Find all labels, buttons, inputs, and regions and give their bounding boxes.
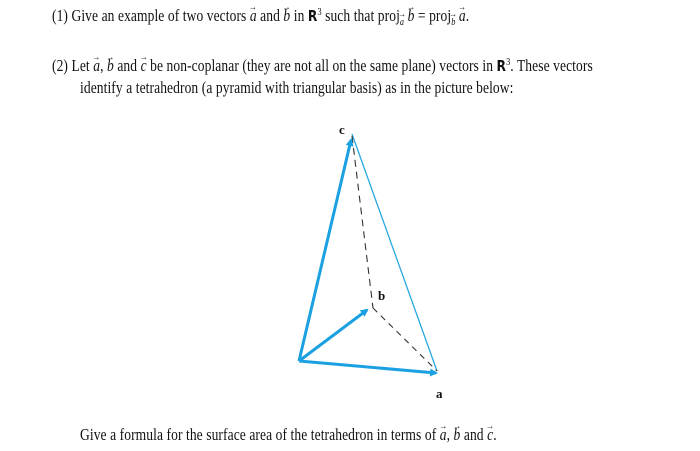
q2-text: (2) Let: [52, 56, 94, 75]
vector-b: → b: [107, 56, 114, 76]
q1-text: such that proj: [321, 6, 400, 25]
q1-text: in: [290, 6, 308, 25]
real-space-symbol: R: [307, 7, 318, 25]
question-2-line-1: (2) Let → a, → b and → c be non-coplanar (they are not all on the same plane) vectors in $R^3$. These vectors: [52, 56, 593, 76]
q1-text: and: [256, 6, 284, 25]
vector-a-arrow: [299, 361, 436, 373]
q2-text: be non-coplanar (they are not all on the same plane) vectors in: [146, 56, 497, 75]
vector-a: → a: [459, 6, 466, 26]
q2-text: . These vectors: [510, 56, 593, 75]
q2-text: and: [113, 56, 141, 75]
q1-text: = proj: [414, 6, 452, 25]
label-b: b: [378, 288, 386, 303]
vector-c: → c: [487, 425, 493, 445]
edge-b-a-dashed: [373, 308, 437, 371]
exponent: 3: [506, 57, 511, 68]
vector-c: → c: [141, 56, 147, 76]
vector-a: → a: [250, 6, 257, 26]
question-1: (1) Give an example of two vectors → a and → b in $R^3$ such that proj$_a$ → b = proj$_b$ → a.: [52, 6, 469, 26]
vector-b: → b: [454, 425, 461, 445]
label-c: c: [339, 122, 345, 137]
vector-a: → a: [93, 56, 100, 76]
vector-b: → b: [408, 6, 415, 26]
label-a: a: [436, 386, 443, 401]
exponent: 3: [317, 7, 322, 18]
footer-question: Give a formula for the surface area of the tetrahedron in terms of → a, → b and → c.: [80, 425, 497, 445]
q2-text: identify a tetrahedron (a pyramid with triangular basis) as in the picture below:: [80, 78, 514, 97]
real-space-symbol: R: [496, 57, 507, 75]
footer-text: Give a formula for the surface area of the tetrahedron in terms of: [80, 425, 440, 444]
q1-text: (1) Give an example of two vectors: [52, 6, 250, 25]
edge-c-a: [352, 134, 437, 371]
footer-text: and: [460, 425, 488, 444]
vector-b: → b: [283, 6, 290, 26]
vector-a: → a: [440, 425, 447, 445]
